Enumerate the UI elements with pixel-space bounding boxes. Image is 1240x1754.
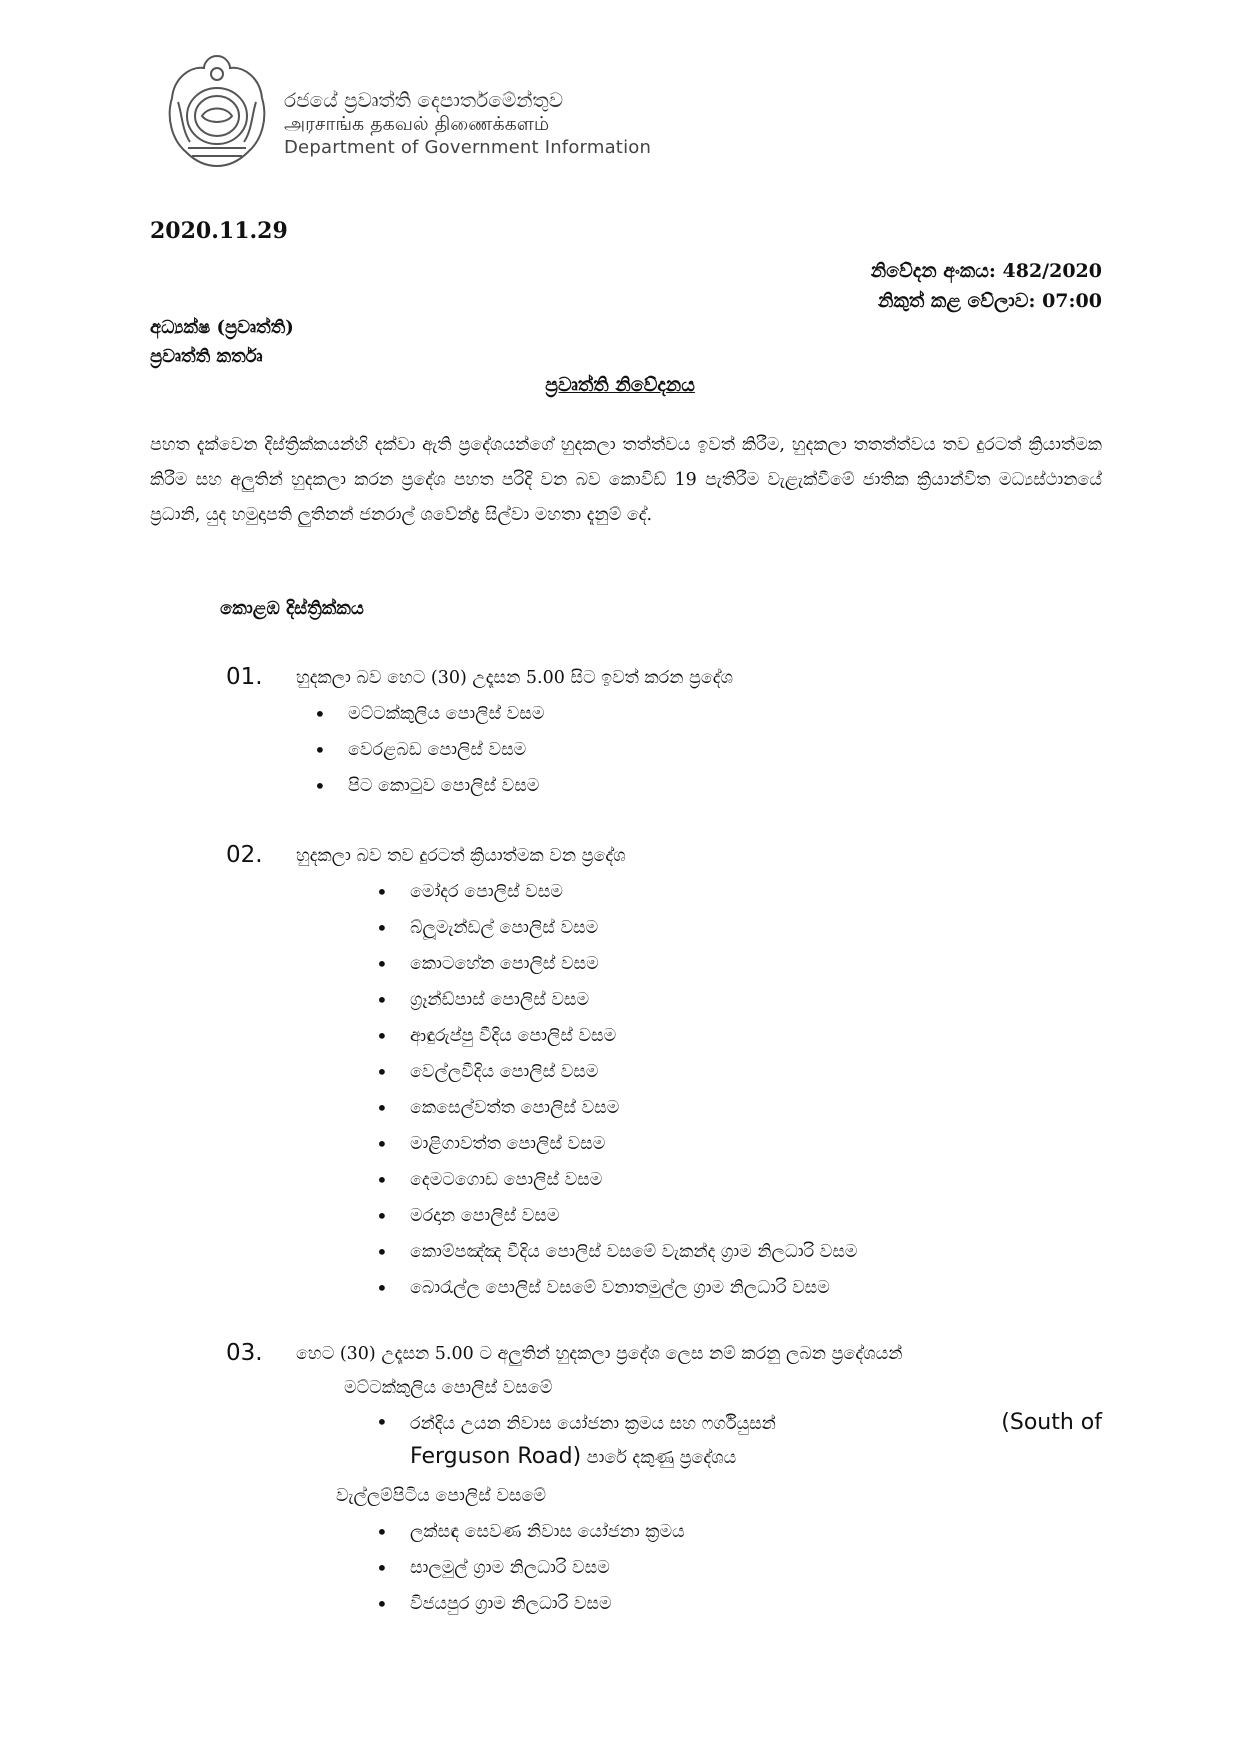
list-item: • පිට කොටුව පොලිස් වසම xyxy=(348,768,544,804)
intro-paragraph: පහත දැක්වෙන දිස්ත්‍රික්කයන්හි දක්වා ඇති ප්‍රදේශයන්ගේ හුදකලා තත්ත්වය ඉවත් කිරීම, හුදකලා තතත්ත්වය තව දුරටත් ක්‍රියාත්මක කිරීම සහ අලුතින් හුදකලා කරන ප්‍රදේශ පහත පරිදි වන බව කොවිඩ් 19 පැතිරීම වැළැක්වීමේ ජාතික ක්‍රියාන්විත මධ්‍යස්ථානයේ ප්‍රධානි, යුද හමුදාපති ලුතිනන් ජනරාල් ශවේන්ද්‍ර සිල්වා මහතා දැනුම් දේ. xyxy=(150,435,1102,525)
section-number: 02. xyxy=(226,842,263,868)
list-item: • මාළිගාවත්ත පොලිස් වසම xyxy=(410,1126,858,1162)
list-item: • ආඳුරුප්පු වීදිය පොලිස් වසම xyxy=(410,1018,858,1054)
section-number: 01. xyxy=(226,664,263,690)
release-time: නිකුත් කළ වේලාව: 07:00 xyxy=(878,290,1102,313)
section-heading: හුදකලා බව තව දුරටත් ක්‍රියාත්මක වන ප්‍රදේශ xyxy=(296,846,626,866)
list-item: • මෝදර පොලිස් වසම xyxy=(410,874,858,910)
list-item: • කොම්පඤ්ඤ වීදිය පොලිස් වසමේ වැකන්ද ග්‍රාම නිලධාරි වසම xyxy=(410,1234,858,1270)
document-title: ප්‍රවෘත්ති නිවේදනය xyxy=(545,374,695,396)
list-item: • වෙල්ලවීදිය පොලිස් වසම xyxy=(410,1054,858,1090)
list-item: • කෙසෙල්වත්ත පොලිස් වසම xyxy=(410,1090,858,1126)
list-item: • ලක්සඳ සෙවණ නිවාස යෝජනා ක්‍රමය xyxy=(410,1514,685,1550)
section-number: 03. xyxy=(226,1340,263,1366)
police-area-label: මට්ටක්කුලිය පොලිස් වසමේ xyxy=(344,1378,553,1398)
list-item: • විජයපුර ග්‍රාම නිලධාරි වසම xyxy=(410,1586,685,1622)
list-item: • ග්‍රෑන්ඩ්පාස් පොලිස් වසම xyxy=(410,982,858,1018)
list-item: • බොරැල්ල පොලිස් වසමේ වනාතමුල්ල ග්‍රාම නිලධාරි වසම xyxy=(410,1270,858,1306)
government-emblem-icon xyxy=(164,52,270,170)
department-name-sinhala: රජයේ ප්‍රවෘත්ති දෙපාර්තමේන්තුව xyxy=(284,88,564,112)
district-heading: කොළඹ දිස්ත්‍රික්කය xyxy=(220,598,364,619)
addressee-block xyxy=(150,314,294,372)
list-item: • දෙමටගොඩ පොලිස් වසම xyxy=(410,1162,858,1198)
addressee-line-2: ප්‍රවෘත්ති කර්තෘ xyxy=(150,345,263,367)
list-item: • මට්ටක්කුලිය පොලිස් වසම xyxy=(348,696,544,732)
police-area-label: වැල්ලම්පිටිය පොලිස් වසමේ xyxy=(336,1486,547,1506)
list-item: • කොටහේන පොලිස් වසම xyxy=(410,946,858,982)
department-name-english: Department of Government Information xyxy=(284,136,652,158)
list-item: • සාලමුල් ග්‍රාම නිලධාරි වසම xyxy=(410,1550,685,1586)
section-heading: හුදකලා බව හෙට (30) උදෑසන 5.00 සිට ඉවත් කරන ප්‍රදේශ xyxy=(296,668,734,688)
list-item: • බ්ලූමැන්ඩල් පොලිස් වසම xyxy=(410,910,858,946)
section-list xyxy=(410,874,858,1306)
release-number: නිවේදන අංකය: 482/2020 xyxy=(870,260,1102,282)
list-item: • රන්දිය උයන නිවාස යෝජනා ක්‍රමය සහ ෆර්ගියුසන් (South of Ferguson Road) පාරේ දකුණු ප්‍රදේශය xyxy=(376,1410,1102,1469)
release-date: 2020.11.29 xyxy=(150,218,288,244)
section-list xyxy=(348,696,544,804)
list-item: • වෙරළබඩ පොලිස් වසම xyxy=(348,732,544,768)
section-heading: හෙට (30) උදෑසන 5.00 ට අලුතින් හුදකලා ප්‍රදේශ ලෙස නම් කරනු ලබන ප්‍රදේශයන් xyxy=(296,1344,903,1364)
reference-block xyxy=(871,256,1102,317)
addressee-line-1: අධ්‍යක්ෂ (ප්‍රවෘත්ති) xyxy=(150,317,294,338)
department-name-tamil: அரசாங்க தகவல் திணைக்களம் xyxy=(284,113,550,135)
list-item: • මරදාන පොලිස් වසම xyxy=(410,1198,858,1234)
section-list xyxy=(410,1514,685,1622)
department-letterhead xyxy=(284,88,651,159)
